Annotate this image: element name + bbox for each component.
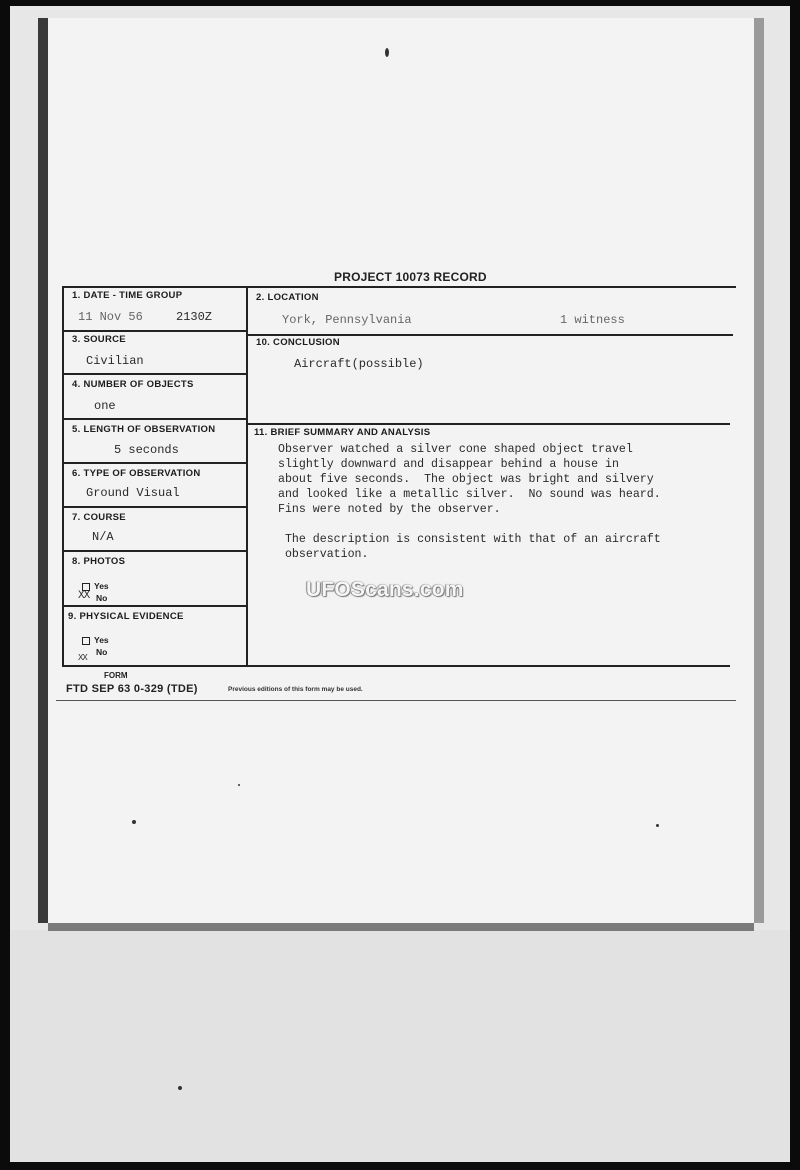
form-title: PROJECT 10073 RECORD [334, 270, 487, 284]
date-value: 11 Nov 56 [78, 310, 143, 324]
checkbox-icon [82, 637, 90, 645]
location-value: York, Pennsylvania [282, 313, 412, 327]
rule-bottom [62, 665, 730, 667]
form-code: FTD SEP 63 0-329 (TDE) [66, 683, 198, 695]
number-of-objects-value: one [94, 399, 116, 413]
rule-left-7 [62, 605, 248, 607]
rule-left-3 [62, 418, 248, 420]
rule-right-1 [248, 334, 733, 336]
course-label: 7. COURSE [72, 512, 126, 523]
rule-left-1 [62, 330, 248, 332]
number-of-objects-label: 4. NUMBER OF OBJECTS [72, 379, 194, 390]
rule-left-4 [62, 462, 248, 464]
photos-no-mark: XX [78, 590, 90, 602]
scan-speck [385, 48, 389, 57]
rule-left-2 [62, 373, 248, 375]
physical-evidence-no-mark: XX [78, 653, 87, 663]
rule-left-5 [62, 506, 248, 508]
witness-count: 1 witness [560, 313, 625, 327]
photos-yes-text: Yes [94, 581, 109, 591]
rule-left-6 [62, 550, 248, 552]
scan-speck [238, 784, 240, 786]
rule-right-2 [248, 423, 730, 425]
conclusion-label: 10. CONCLUSION [256, 337, 340, 348]
physical-evidence-yes-text: Yes [94, 635, 109, 645]
watermark: UFOScans.com [306, 578, 464, 601]
conclusion-value: Aircraft(possible) [294, 357, 424, 371]
physical-evidence-yes-option [82, 635, 109, 645]
photos-label: 8. PHOTOS [72, 556, 126, 567]
scan-speck [656, 824, 659, 827]
rule-top [62, 286, 736, 288]
summary-text: Observer watched a silver cone shaped object travel slightly downward and disappear behind a house in about five seconds. The object was bright and silvery and looked like a metallic silver. No sound was heard. Fins were noted by the observer. The description is consistent with that of an aircraft observation. [278, 443, 661, 561]
form-word: FORM [104, 671, 128, 680]
scan-speck [132, 820, 136, 824]
time-value: 2130Z [176, 310, 213, 324]
physical-evidence-no-option: No [96, 647, 108, 657]
scan-speck [178, 1086, 182, 1090]
location-label: 2. LOCATION [256, 292, 319, 303]
rule-vertical-center [246, 286, 248, 666]
length-of-observation-value: 5 seconds [114, 443, 179, 457]
photos-no-option: No [96, 593, 108, 603]
source-value: Civilian [86, 354, 144, 368]
summary-label: 11. BRIEF SUMMARY AND ANALYSIS [254, 427, 431, 438]
type-of-observation-label: 6. TYPE OF OBSERVATION [72, 468, 201, 479]
type-of-observation-value: Ground Visual [86, 486, 180, 500]
source-label: 3. SOURCE [72, 334, 126, 345]
length-of-observation-label: 5. LENGTH OF OBSERVATION [72, 424, 216, 435]
course-value: N/A [92, 530, 114, 544]
rule-vertical-left [62, 286, 64, 666]
footer-rule [56, 700, 736, 701]
scan-lower-area [10, 930, 790, 1162]
form-note: Previous editions of this form may be used. [228, 686, 363, 693]
physical-evidence-label: 9. PHYSICAL EVIDENCE [68, 611, 184, 622]
date-time-group-label: 1. DATE - TIME GROUP [72, 290, 183, 301]
